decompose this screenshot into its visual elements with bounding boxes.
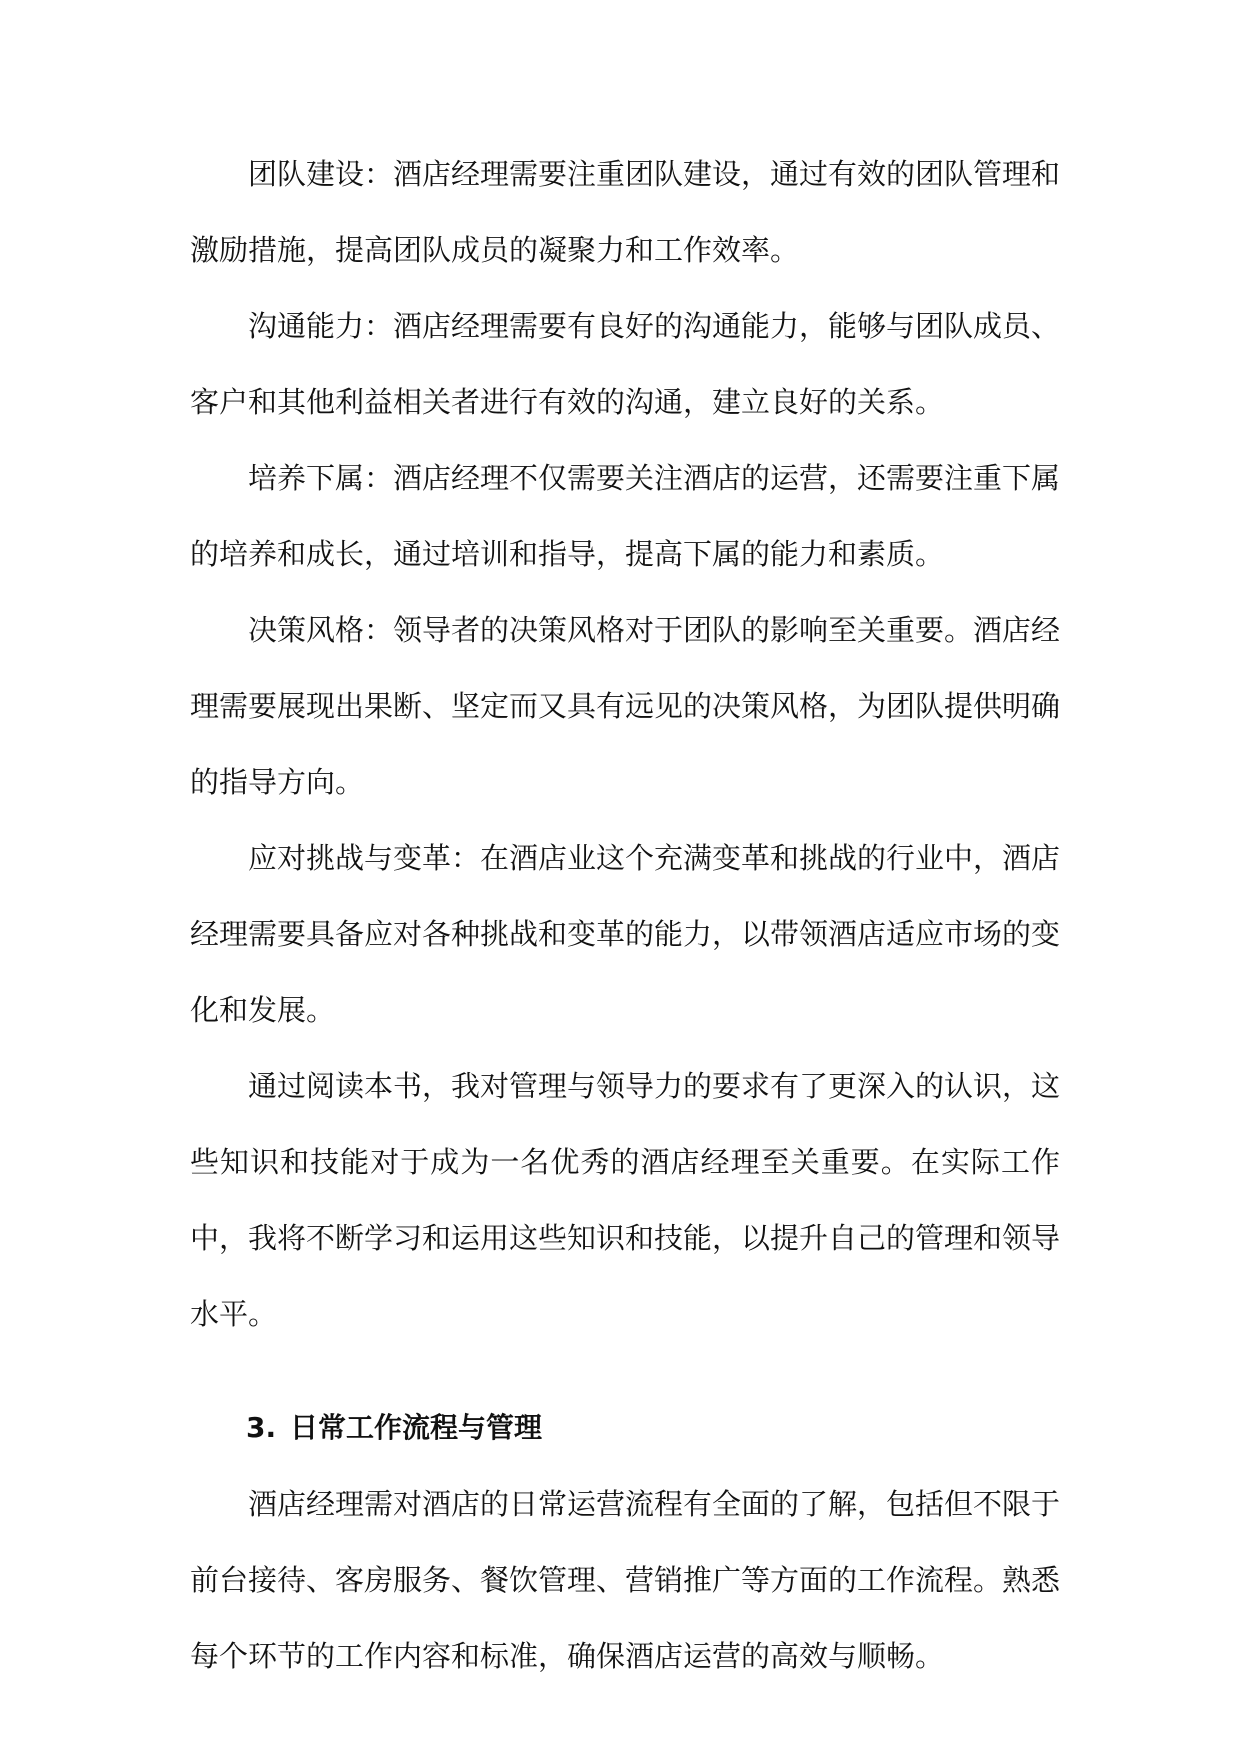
paragraph-team-building: 团队建设：酒店经理需要注重团队建设，通过有效的团队管理和激励措施，提高团队成员的凝聚力和工作效率。 [190,157,1061,267]
paragraph-communication: 沟通能力：酒店经理需要有良好的沟通能力，能够与团队成员、客户和其他利益相关者进行有效的沟通，建立良好的关系。 [190,309,1061,419]
document-body [190,136,1060,1694]
paragraph-daily-operations: 酒店经理需对酒店的日常运营流程有全面的了解，包括但不限于前台接待、客房服务、餐饮管理、营销推广等方面的工作流程。熟悉每个环节的工作内容和标准，确保酒店运营的高效与顺畅。 [190,1487,1061,1673]
paragraph-staff-development: 培养下属：酒店经理不仅需要关注酒店的运营，还需要注重下属的培养和成长，通过培训和指导，提高下属的能力和素质。 [190,461,1061,571]
section-number: 3. [246,1411,277,1444]
paragraph-challenges-change: 应对挑战与变革：在酒店业这个充满变革和挑战的行业中，酒店经理需要具备应对各种挑战和变革的能力，以带领酒店适应市场的变化和发展。 [190,841,1061,1027]
section-title: 日常工作流程与管理 [290,1411,543,1444]
section-heading [190,1390,1060,1466]
paragraph-decision-style: 决策风格：领导者的决策风格对于团队的影响至关重要。酒店经理需要展现出果断、坚定而又具有远见的决策风格，为团队提供明确的指导方向。 [190,613,1061,799]
paragraph-reading-reflection: 通过阅读本书，我对管理与领导力的要求有了更深入的认识，这些知识和技能对于成为一名优秀的酒店经理至关重要。在实际工作中，我将不断学习和运用这些知识和技能，以提升自己的管理和领导水平。 [190,1069,1061,1331]
